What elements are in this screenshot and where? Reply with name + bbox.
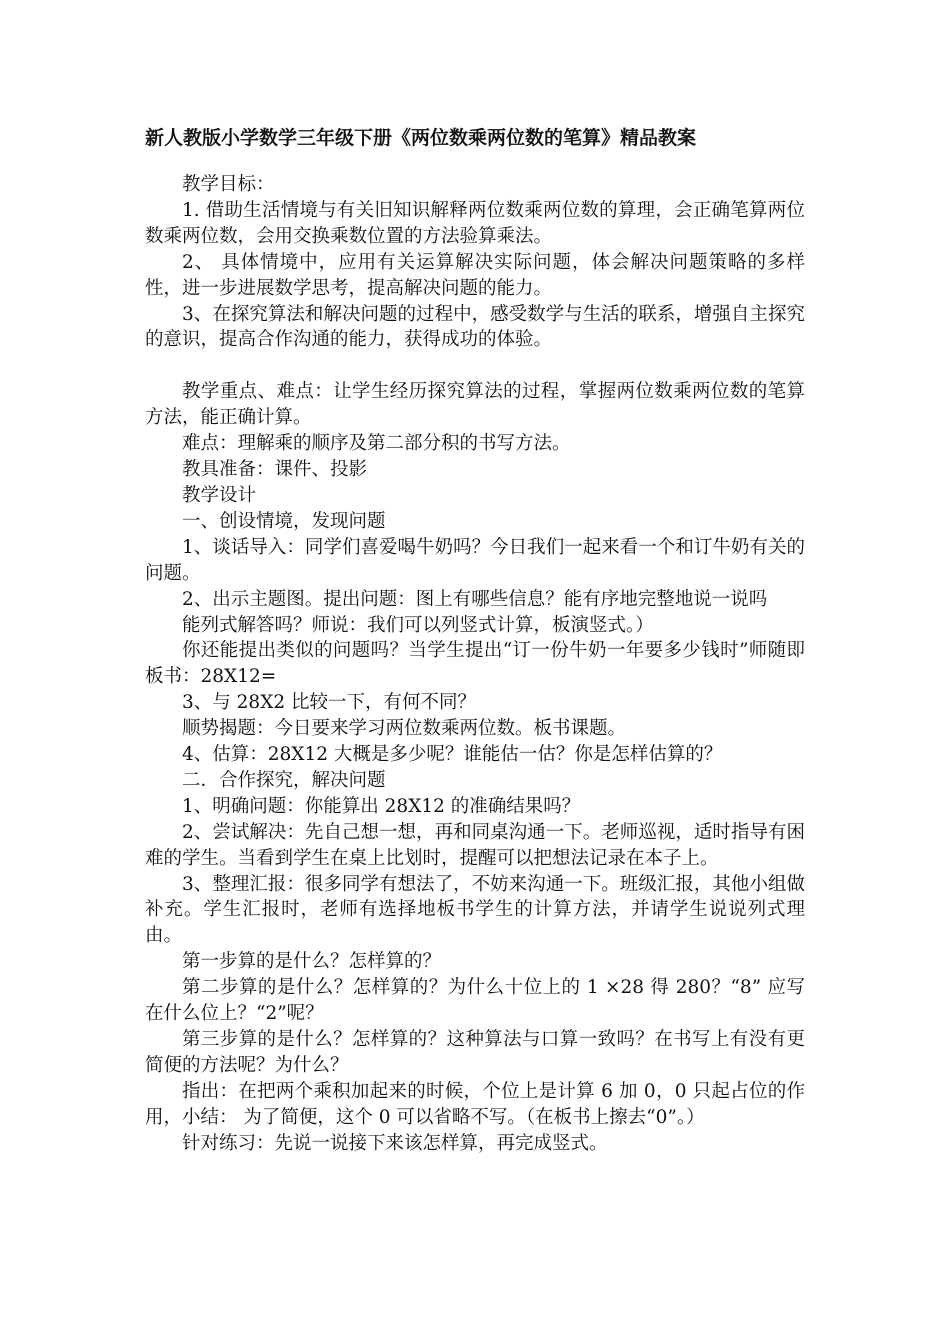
paragraph: 第一步算的是什么？怎样算的？	[182, 951, 442, 973]
paragraph: 顺势揭题：今日要来学习两位数乘两位数。板书课题。	[182, 718, 627, 740]
paragraph: 1、明确问题：你能算出 28X12 的准确结果吗？	[182, 795, 581, 817]
paragraph: 3、与 28X2 比较一下，有何不同？	[182, 692, 477, 714]
paragraph: 第二步算的是什么？怎样算的？为什么十位上的 1 ×28 得 280？“8” 应写在什么位上？“2”呢？	[145, 977, 805, 1025]
paragraph: 教学目标：	[182, 174, 275, 195]
document-body	[145, 172, 805, 1157]
paragraph: 能列式解答吗？师说：我们可以列竖式计算，板演竖式。）	[182, 614, 654, 636]
paragraph: 第三步算的是什么？怎样算的？这种算法与口算一致吗？在书写上有没有更简便的方法呢？为什么？	[145, 1029, 805, 1076]
paragraph: 2、 具体情境中，应用有关运算解决实际问题，体会解决问题策略的多样性，进一步进展数学思考，提高解决问题的能力。	[145, 251, 805, 299]
document-title: 新人教版小学数学三年级下册《两位数乘两位数的笔算》精品教案	[145, 127, 697, 149]
paragraph: 教学重点、难点：让学生经历探究算法的过程，掌握两位数乘两位数的笔算方法，能正确计算。	[145, 381, 805, 429]
paragraph: 针对练习：先说一说接下来该怎样算，再完成竖式。	[182, 1132, 608, 1154]
paragraph: 1. 借助生活情境与有关旧知识解释两位数乘两位数的算理，会正确笔算两位数乘两位数，会用交换乘数位置的方法验算乘法。	[145, 199, 805, 247]
paragraph: 教具准备：课件、投影	[182, 459, 368, 481]
paragraph: 2、尝试解决：先自己想一想，再和同桌沟通一下。老师巡视，适时指导有困难的学生。当看到学生在桌上比划时，提醒可以把想法记录在本子上。	[145, 821, 805, 869]
paragraph: 3、整理汇报：很多同学有想法了，不妨来沟通一下。班级汇报，其他小组做补充。学生汇报时，老师有选择地板书学生的计算方法，并请学生说说列式理由。	[145, 873, 805, 947]
paragraph: 一、创设情境，发现问题	[182, 510, 386, 532]
paragraph: 二．合作探究，解决问题	[182, 769, 386, 791]
paragraph: 你还能提出类似的问题吗？当学生提出“订一份牛奶一年要多少钱时”师随即板书：28X12=	[145, 640, 805, 688]
paragraph: 2、出示主题图。提出问题：图上有哪些信息？能有序地完整地说一说吗	[182, 588, 768, 610]
paragraph: 教学设计	[182, 484, 257, 506]
paragraph: 难点：理解乘的顺序及第二部分积的书写方法。	[182, 433, 571, 455]
paragraph: 4、估算：28X12 大概是多少呢？谁能估一估？你是怎样估算的？	[182, 744, 723, 766]
paragraph: 指出：在把两个乘积加起来的时候，个位上是计算 6 加 0，0 只起占位的作用，小结： 为了简便，这个 0 可以省略不写。（在板书上擦去“0”。）	[145, 1080, 805, 1128]
paragraph: 3、在探究算法和解决问题的过程中，感受数学与生活的联系，增强自主探究的意识，提高合作沟通的能力，获得成功的体验。	[145, 303, 805, 351]
paragraph: 1、谈话导入：同学们喜爱喝牛奶吗？今日我们一起来看一个和订牛奶有关的问题。	[145, 536, 805, 584]
